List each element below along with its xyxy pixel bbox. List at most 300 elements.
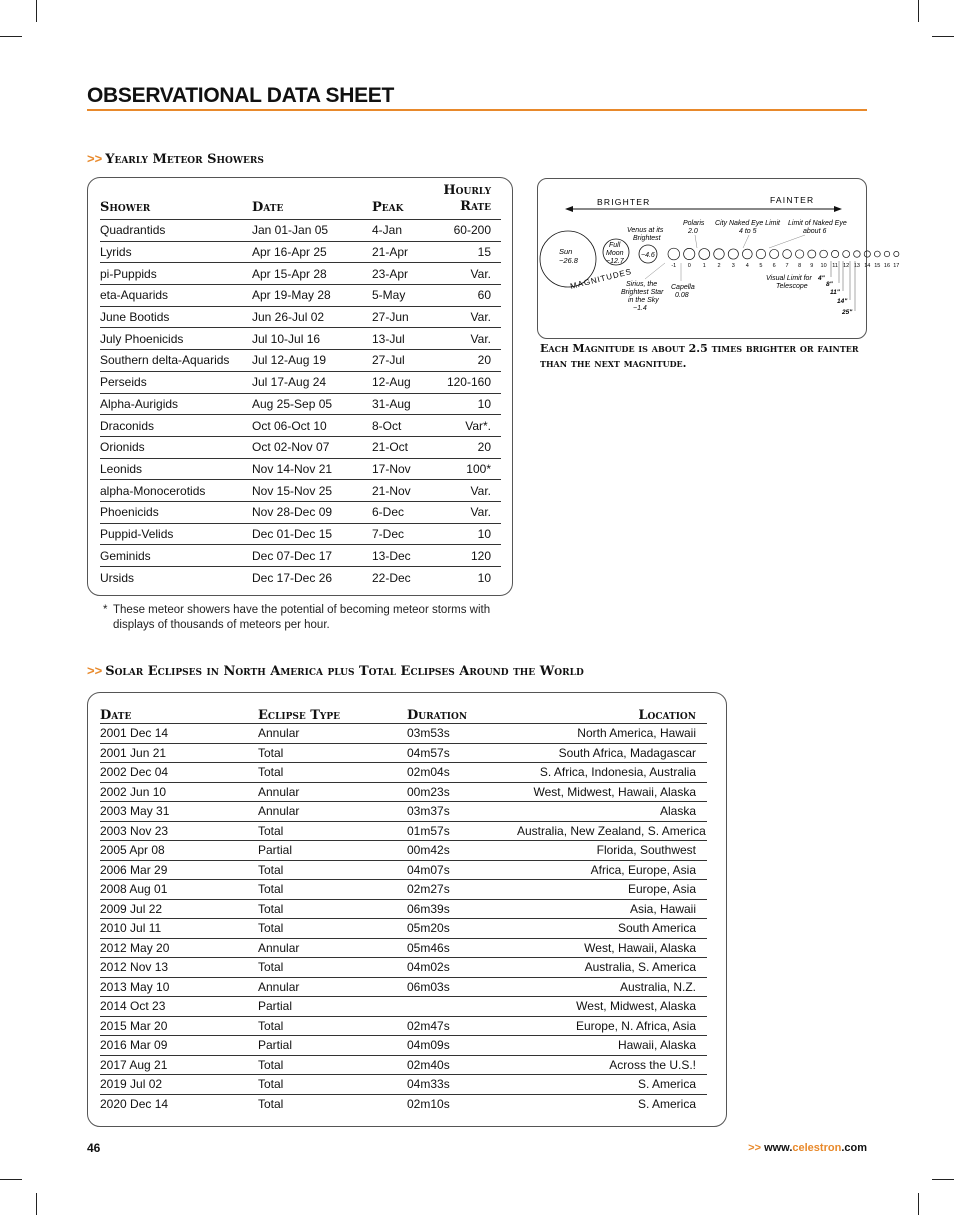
- magnitude-tick-label: 2: [717, 263, 721, 269]
- magnitudes-label: MAGNITUDES: [569, 266, 633, 291]
- location-cell: Asia, Hawaii: [629, 901, 696, 916]
- crop-mark: [918, 0, 919, 22]
- leader-line: [743, 235, 749, 248]
- col-eclipse-type: Eclipse Type: [258, 708, 340, 723]
- peak-cell: 21-Apr: [372, 245, 409, 260]
- table-row: [100, 285, 501, 307]
- eclipse-type-cell: Total: [258, 745, 284, 760]
- leader-line: [645, 263, 665, 279]
- sirius-value: −1.4: [633, 305, 647, 312]
- magnitude-circle: [756, 249, 765, 258]
- table-row: [100, 1036, 707, 1056]
- magnitude-circle: [668, 248, 680, 260]
- col-rate-line1: Hourly: [443, 183, 491, 198]
- col-peak: Peak: [372, 200, 404, 215]
- table-row: [100, 841, 707, 861]
- table-row: [100, 822, 707, 842]
- date-cell: Oct 02-Nov 07: [252, 440, 330, 455]
- date-cell: 2003 Nov 23: [100, 823, 169, 838]
- shower-cell: Perseids: [100, 375, 147, 390]
- shower-cell: June Bootids: [100, 310, 170, 325]
- magnitude-circle: [714, 249, 725, 260]
- peak-cell: 22-Dec: [372, 570, 411, 585]
- col-shower: Shower: [100, 200, 151, 215]
- crop-mark: [918, 1193, 919, 1215]
- shower-cell: Alpha-Aurigids: [100, 396, 179, 411]
- magnitude-tick-label: 1: [702, 263, 706, 269]
- location-cell: West, Hawaii, Alaska: [584, 940, 696, 955]
- magnitude-circle: [742, 249, 752, 259]
- magnitude-circle: [699, 249, 710, 260]
- table-row: [100, 978, 707, 998]
- table-row: [100, 880, 707, 900]
- visual-limit-line2: Telescope: [776, 283, 808, 290]
- eclipse-type-cell: Total: [258, 960, 284, 975]
- aperture-label: 4": [818, 275, 825, 282]
- date-cell: 2020 Dec 14: [100, 1097, 169, 1112]
- table-row: [100, 958, 707, 978]
- footer-arrow: >>: [748, 1142, 761, 1154]
- table-row: [100, 567, 501, 589]
- shower-cell: alpha-Monocerotids: [100, 483, 206, 498]
- location-cell: S. America: [637, 1097, 696, 1112]
- aperture-label: 14": [837, 298, 848, 305]
- venus-label-2: Brightest: [633, 235, 661, 242]
- aperture-label: 11": [830, 289, 840, 296]
- magnitude-tick-label: -1: [671, 263, 677, 269]
- magnitude-circle: [894, 251, 899, 256]
- location-cell: West, Midwest, Alaska: [576, 999, 696, 1014]
- duration-cell: 04m07s: [407, 862, 450, 877]
- sirius-line1: Sirius, the: [626, 281, 658, 288]
- fainter-label: FAINTER: [770, 195, 815, 205]
- heading-arrow: >>: [87, 151, 103, 166]
- magnitude-circle: [831, 250, 838, 257]
- date-cell: 2012 Nov 13: [100, 960, 169, 975]
- table-row: [100, 394, 501, 416]
- peak-cell: 13-Dec: [372, 548, 411, 563]
- table-row: [100, 783, 707, 803]
- magnitude-tick-label: 10: [820, 263, 827, 269]
- col-location: Location: [638, 708, 696, 723]
- peak-cell: 5-May: [372, 288, 406, 303]
- duration-cell: 02m10s: [407, 1097, 450, 1112]
- location-cell: Australia, S. America: [584, 960, 696, 975]
- shower-cell: Ursids: [100, 570, 135, 585]
- aperture-label: 25": [842, 309, 853, 316]
- table-row: [100, 900, 707, 920]
- table-row: [100, 480, 501, 502]
- page-number: 46: [87, 1141, 101, 1155]
- magnitude-scale: [671, 263, 899, 269]
- moon-name1: Full: [609, 242, 621, 249]
- peak-cell: 27-Jul: [372, 353, 405, 368]
- table-row: [100, 502, 501, 524]
- shower-cell: Leonids: [100, 461, 143, 476]
- duration-cell: 03m53s: [407, 726, 450, 741]
- magnitude-circle: [843, 251, 850, 258]
- capella-name: Capella: [671, 284, 695, 291]
- moon-name2: Moon: [606, 250, 624, 257]
- magnitude-circles: [668, 248, 899, 260]
- date-cell: 2010 Jul 11: [100, 921, 162, 936]
- magnitude-diagram: [537, 178, 900, 339]
- duration-cell: 00m23s: [407, 784, 450, 799]
- polaris-value: 2.0: [688, 228, 698, 235]
- eclipse-table-header: [100, 705, 707, 724]
- naked-eye-line1: Limit of Naked Eye: [788, 220, 847, 227]
- date-cell: Jan 01-Jan 05: [252, 223, 329, 238]
- date-cell: 2003 May 31: [100, 804, 170, 819]
- crop-mark: [36, 1193, 37, 1215]
- brighter-label: BRIGHTER: [597, 197, 651, 207]
- location-cell: Australia, New Zealand, S. America: [517, 823, 706, 838]
- table-row: [100, 1056, 707, 1076]
- crop-mark: [932, 1179, 954, 1180]
- location-cell: S. America: [637, 1077, 696, 1092]
- date-cell: 2014 Oct 23: [100, 999, 166, 1014]
- date-cell: 2017 Aug 21: [100, 1057, 168, 1072]
- eclipse-type-cell: Total: [258, 921, 284, 936]
- visual-limit-line1: Visual Limit for: [766, 275, 812, 282]
- rate-cell: 60-200: [453, 223, 491, 238]
- venus-label-1: Venus at its: [627, 227, 664, 234]
- magnitude-circle: [884, 251, 889, 256]
- rate-cell: 10: [477, 526, 491, 541]
- rate-cell: 100*: [466, 461, 491, 476]
- eclipse-table: [100, 705, 707, 1114]
- leader-line: [769, 235, 805, 248]
- duration-cell: 02m47s: [407, 1018, 450, 1033]
- footer-url[interactable]: [748, 1142, 867, 1154]
- date-cell: 2013 May 10: [100, 979, 170, 994]
- eclipse-heading: [87, 663, 584, 679]
- location-cell: West, Midwest, Hawaii, Alaska: [533, 784, 696, 799]
- eclipse-heading-text: Solar Eclipses in North America plus Total Eclipses Around the World: [105, 664, 584, 679]
- magnitude-tick-label: 9: [810, 263, 814, 269]
- date-cell: 2002 Dec 04: [100, 765, 169, 780]
- sirius-line2: Brightest Star: [621, 289, 664, 296]
- date-cell: 2015 Mar 20: [100, 1018, 168, 1033]
- rate-cell: Var.: [470, 266, 491, 281]
- location-cell: South Africa, Madagascar: [558, 745, 696, 760]
- peak-cell: 31-Aug: [372, 396, 411, 411]
- eclipse-type-cell: Annular: [258, 726, 300, 741]
- aperture-labels: [817, 261, 855, 316]
- table-row: [100, 220, 501, 242]
- eclipse-type-cell: Total: [258, 901, 284, 916]
- date-cell: Oct 06-Oct 10: [252, 418, 327, 433]
- shower-cell: Draconids: [100, 418, 155, 433]
- date-cell: Jul 12-Aug 19: [252, 353, 327, 368]
- date-cell: 2008 Aug 01: [100, 882, 168, 897]
- peak-cell: 8-Oct: [372, 418, 402, 433]
- eclipse-type-cell: Total: [258, 1077, 284, 1092]
- table-row: [100, 997, 707, 1017]
- peak-cell: 4-Jan: [372, 223, 403, 238]
- date-cell: Apr 16-Apr 25: [252, 245, 327, 260]
- arrow-right-icon: [834, 206, 842, 212]
- peak-cell: 17-Nov: [372, 461, 411, 476]
- magnitude-tick-label: 13: [853, 263, 860, 269]
- aperture-label: 8": [826, 281, 833, 288]
- date-cell: 2002 Jun 10: [100, 784, 167, 799]
- peak-cell: 21-Oct: [372, 440, 409, 455]
- table-row: [100, 545, 501, 567]
- shower-cell: Quadrantids: [100, 223, 166, 238]
- sun-name: Sun: [559, 247, 573, 256]
- magnitude-tick-label: 4: [745, 263, 749, 269]
- rate-cell: 120: [470, 548, 491, 563]
- table-row: [100, 1075, 707, 1095]
- eclipse-type-cell: Partial: [258, 843, 293, 858]
- table-row: [100, 415, 501, 437]
- table-row: [100, 1095, 707, 1115]
- date-cell: 2012 May 20: [100, 940, 170, 955]
- footer-brand: celestron: [792, 1142, 842, 1154]
- leader-line: [695, 235, 697, 248]
- duration-cell: 04m02s: [407, 960, 450, 975]
- arrow-left-icon: [565, 206, 573, 212]
- eclipse-type-cell: Annular: [258, 804, 300, 819]
- location-cell: Europe, Asia: [627, 882, 696, 897]
- date-cell: Jun 26-Jul 02: [252, 310, 325, 325]
- duration-cell: 04m57s: [407, 745, 450, 760]
- eclipse-type-cell: Annular: [258, 940, 300, 955]
- table-row: [100, 861, 707, 881]
- magnitude-circle: [808, 250, 816, 258]
- location-cell: Alaska: [659, 804, 696, 819]
- table-row: [100, 372, 501, 394]
- table-row: [100, 307, 501, 329]
- peak-cell: 23-Apr: [372, 266, 409, 281]
- col-date: Date: [100, 708, 132, 723]
- magnitude-circle: [864, 251, 870, 257]
- magnitude-circle: [795, 250, 803, 258]
- date-cell: Nov 28-Dec 09: [252, 505, 333, 520]
- eclipse-type-cell: Total: [258, 765, 284, 780]
- shower-cell: Geminids: [100, 548, 151, 563]
- venus-value: −4.6: [641, 252, 655, 259]
- date-cell: Dec 01-Dec 15: [252, 526, 333, 541]
- duration-cell: 02m40s: [407, 1057, 450, 1072]
- rate-cell: 60: [477, 288, 491, 303]
- location-cell: Europe, N. Africa, Asia: [575, 1018, 696, 1033]
- date-cell: 2005 Apr 08: [100, 843, 165, 858]
- peak-cell: 12-Aug: [372, 375, 411, 390]
- date-cell: Jul 10-Jul 16: [252, 331, 321, 346]
- date-cell: Nov 14-Nov 21: [252, 461, 333, 476]
- rate-cell: Var*.: [465, 418, 491, 433]
- location-cell: Florida, Southwest: [596, 843, 696, 858]
- date-cell: 2009 Jul 22: [100, 901, 163, 916]
- duration-cell: 05m46s: [407, 940, 450, 955]
- table-row: [100, 242, 501, 264]
- location-cell: South America: [617, 921, 696, 936]
- eclipse-type-cell: Total: [258, 1057, 284, 1072]
- meteor-table: [100, 180, 501, 589]
- location-cell: Africa, Europe, Asia: [590, 862, 696, 877]
- footnote-line1: These meteor showers have the potential of becoming meteor storms with: [113, 604, 491, 616]
- footnote-star: *: [103, 604, 108, 616]
- location-cell: Hawaii, Alaska: [617, 1038, 696, 1053]
- page-title: OBSERVATIONAL DATA SHEET: [87, 84, 395, 107]
- city-limit-line1: City Naked Eye Limit: [715, 220, 780, 227]
- shower-cell: July Phoenicids: [100, 331, 184, 346]
- magnitude-circle: [854, 251, 861, 258]
- magnitude-circle: [684, 248, 695, 259]
- eclipse-type-cell: Annular: [258, 784, 300, 799]
- magnitude-tick-label: 16: [883, 263, 891, 269]
- footnote-line2: displays of thousands of meteors per hour.: [113, 618, 330, 631]
- rate-cell: Var.: [470, 310, 491, 325]
- magnitude-circle: [874, 251, 880, 257]
- crop-mark: [0, 1179, 22, 1180]
- meteor-table-header: [100, 180, 501, 220]
- date-cell: 2001 Dec 14: [100, 726, 169, 741]
- crop-mark: [0, 36, 22, 37]
- table-row: [100, 802, 707, 822]
- magnitude-tick-label: 11: [832, 263, 838, 269]
- date-cell: Apr 19-May 28: [252, 288, 331, 303]
- date-cell: 2001 Jun 21: [100, 745, 167, 760]
- date-cell: Aug 25-Sep 05: [252, 396, 333, 411]
- table-row: [100, 919, 707, 939]
- table-row: [100, 763, 707, 783]
- peak-cell: 6-Dec: [372, 505, 405, 520]
- magnitude-tick-label: 8: [798, 263, 802, 269]
- col-date: Date: [252, 200, 284, 215]
- duration-cell: 06m03s: [407, 979, 450, 994]
- polaris-name: Polaris: [683, 220, 705, 227]
- col-rate-line2: Rate: [460, 199, 491, 214]
- table-row: [100, 328, 501, 350]
- rate-cell: Var.: [470, 505, 491, 520]
- meteor-table-body: [100, 220, 501, 589]
- heading-arrow: >>: [87, 663, 103, 678]
- date-cell: Dec 07-Dec 17: [252, 548, 333, 563]
- magnitude-circle: [820, 250, 828, 258]
- date-cell: Jul 17-Aug 24: [252, 375, 327, 390]
- table-row: [100, 1017, 707, 1037]
- eclipse-table-body: [100, 724, 707, 1114]
- crop-mark: [36, 0, 37, 22]
- footer-prefix: www.: [764, 1142, 793, 1154]
- duration-cell: 03m37s: [407, 804, 450, 819]
- eclipse-type-cell: Total: [258, 862, 284, 877]
- magnitude-tick-label: 7: [785, 263, 789, 269]
- duration-cell: 06m39s: [407, 901, 450, 916]
- magnitude-circle: [783, 250, 792, 259]
- magnitude-tick-label: 6: [772, 263, 776, 269]
- date-cell: Apr 15-Apr 28: [252, 266, 327, 281]
- naked-eye-line2: about 6: [803, 228, 827, 235]
- date-cell: Dec 17-Dec 26: [252, 570, 333, 585]
- rate-cell: 15: [477, 245, 491, 260]
- eclipse-type-cell: Total: [258, 823, 284, 838]
- table-row: [100, 459, 501, 481]
- eclipse-type-cell: Annular: [258, 979, 300, 994]
- shower-cell: pi-Puppids: [100, 266, 157, 281]
- meteor-heading-text: Yearly Meteor Showers: [105, 152, 264, 167]
- table-row: [100, 724, 707, 744]
- footer-suffix: .com: [841, 1142, 867, 1154]
- shower-cell: Puppid-Velids: [100, 526, 174, 541]
- magnitude-tick-label: 12: [843, 263, 850, 269]
- table-row: [100, 350, 501, 372]
- location-cell: North America, Hawaii: [577, 726, 696, 741]
- eclipse-type-cell: Partial: [258, 999, 293, 1014]
- rate-cell: 10: [477, 570, 491, 585]
- table-row: [100, 744, 707, 764]
- eclipse-type-cell: Total: [258, 1018, 284, 1033]
- rate-cell: Var.: [470, 483, 491, 498]
- magnitude-tick-label: 5: [759, 263, 763, 269]
- magnitude-tick-label: 3: [731, 263, 735, 269]
- title-rule: [87, 109, 867, 111]
- duration-cell: 04m09s: [407, 1038, 450, 1053]
- shower-cell: Phoenicids: [100, 505, 159, 520]
- location-cell: S. Africa, Indonesia, Australia: [539, 765, 696, 780]
- eclipse-type-cell: Total: [258, 882, 284, 897]
- magnitude-circle: [728, 249, 738, 259]
- shower-cell: Southern delta-Aquarids: [100, 353, 230, 368]
- magnitude-tick-label: 0: [687, 263, 691, 269]
- table-row: [100, 939, 707, 959]
- rate-cell: Var.: [470, 331, 491, 346]
- rate-cell: 20: [477, 353, 491, 368]
- capella-value: 0.08: [675, 292, 689, 299]
- duration-cell: 04m33s: [407, 1077, 450, 1092]
- rate-cell: 10: [477, 396, 491, 411]
- magnitude-tick-label: 15: [874, 263, 881, 269]
- magnitude-tick-label: 17: [893, 263, 900, 269]
- meteor-heading: [87, 151, 264, 167]
- duration-cell: 02m04s: [407, 765, 450, 780]
- duration-cell: 05m20s: [407, 921, 450, 936]
- table-row: [100, 437, 501, 459]
- duration-cell: 02m27s: [407, 882, 450, 897]
- meteor-footnote: [103, 603, 513, 632]
- date-cell: 2019 Jul 02: [100, 1077, 163, 1092]
- table-row: [100, 263, 501, 285]
- shower-cell: Orionids: [100, 440, 145, 455]
- location-cell: Across the U.S.!: [609, 1057, 696, 1072]
- date-cell: Nov 15-Nov 25: [252, 483, 333, 498]
- duration-cell: 01m57s: [407, 823, 450, 838]
- rate-cell: 20: [477, 440, 491, 455]
- moon-value: −12.7: [606, 258, 624, 265]
- eclipse-type-cell: Total: [258, 1097, 284, 1112]
- sun-value: −26.8: [559, 256, 578, 265]
- table-row: [100, 524, 501, 546]
- duration-cell: 00m42s: [407, 843, 450, 858]
- eclipse-type-cell: Partial: [258, 1038, 293, 1053]
- peak-cell: 27-Jun: [372, 310, 409, 325]
- sirius-line3: in the Sky: [628, 297, 659, 304]
- rate-cell: 120-160: [446, 375, 491, 390]
- date-cell: 2016 Mar 09: [100, 1038, 168, 1053]
- magnitude-circle: [770, 249, 779, 258]
- magnitude-tick-label: 14: [864, 263, 871, 269]
- shower-cell: eta-Aquarids: [100, 288, 169, 303]
- crop-mark: [932, 36, 954, 37]
- shower-cell: Lyrids: [100, 245, 132, 260]
- peak-cell: 13-Jul: [372, 331, 405, 346]
- peak-cell: 7-Dec: [372, 526, 405, 541]
- magnitude-caption: Each Magnitude is about 2.5 times brighter or fainter than the next magnitude.: [540, 342, 859, 370]
- peak-cell: 21-Nov: [372, 483, 411, 498]
